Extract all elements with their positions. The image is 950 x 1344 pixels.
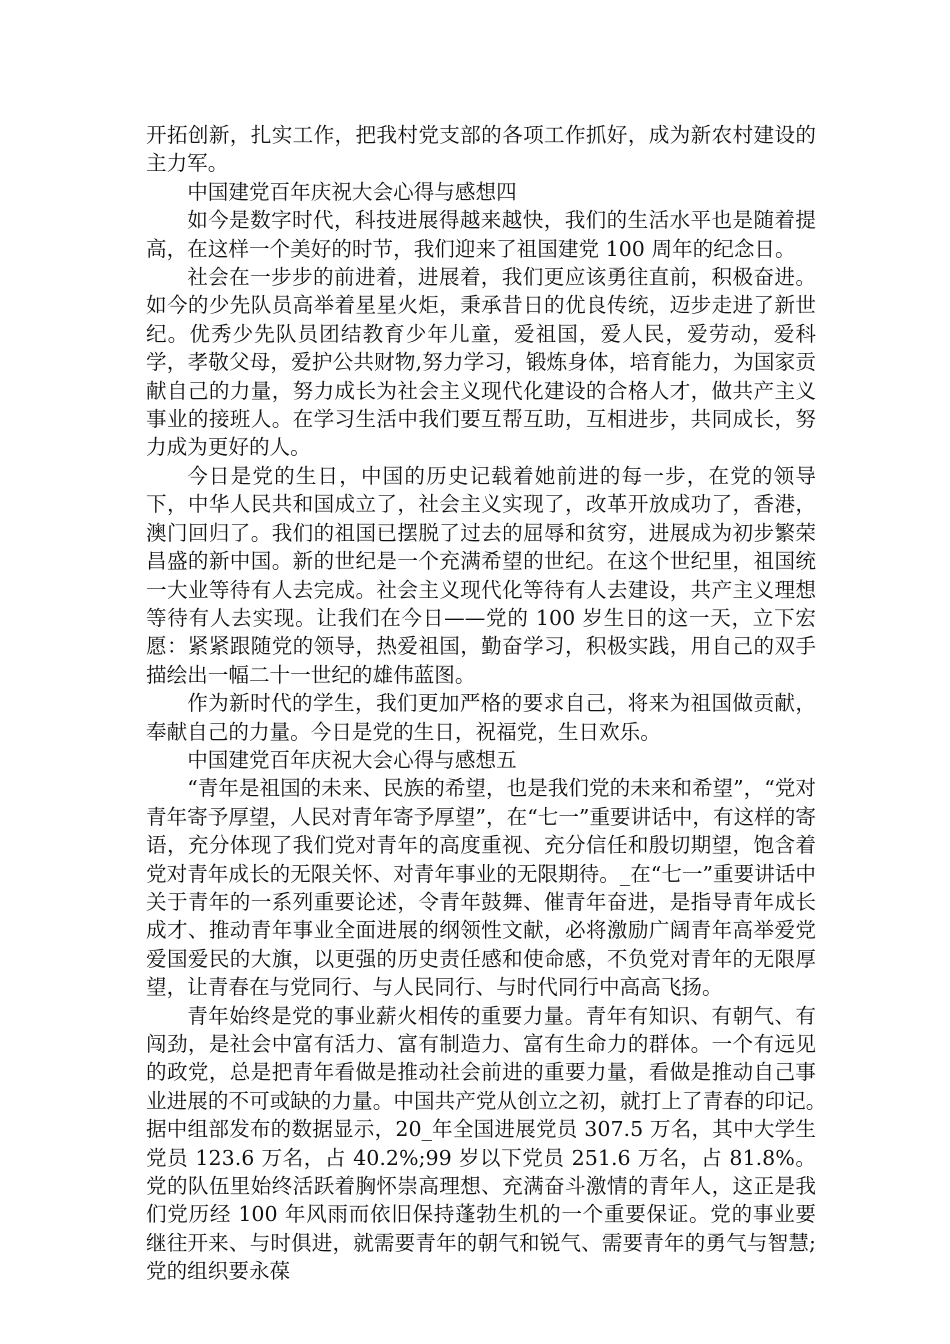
- paragraph: 今日是党的生日，中国的历史记载着她前进的每一步，在党的领导下，中华人民共和国成立了，社会主义实现了，改革开放成功了，香港，澳门回归了。我们的祖国已摆脱了过去的屈辱和贫穷，进展成为初步繁荣昌盛的新中国。新的世纪是一个充满希望的世纪。在这个世纪里，祖国统一大业等待有人去完成。社会主义现代化等待有人去建设，共产主义理想等待有人去实现。让我们在今日——党的 100 岁生日的这一天，立下宏愿：紧紧跟随党的领导，热爱祖国，勤奋学习，积极实践，用自己的双手描绘出一幅二十一世纪的雄伟蓝图。: [146, 463, 816, 687]
- document-body: [146, 121, 858, 1286]
- section-heading: 中国建党百年庆祝大会心得与感想五: [187, 747, 517, 772]
- paragraph: 如今是数字时代，科技进展得越来越快，我们的生活水平也是随着提高，在这样一个美好的时节，我们迎来了祖国建党 100 周年的纪念日。: [146, 208, 816, 261]
- paragraph: 青年始终是党的事业薪火相传的重要力量。青年有知识、有朝气、有闯劲，是社会中富有活力、富有制造力、富有生命力的群体。一个有远见的政党，总是把青年看做是推动社会前进的重要力量，看做是推动自己事业进展的不可或缺的力量。中国共产党从创立之初，就打上了青春的印记。 据中组部发布的数据显示，20_年全国进展党员 307.5 万名，其中大学生党员 123.6 万名，占 40.2%;99 岁以下党员 251.6 万名，占 81.8%。党的队伍里始终活跃着胸怀崇高理想、充满奋斗激情的青年人，这正是我们党历经 100 年风雨而依旧保持蓬勃生机的一个重要保证。党的事业要继往开来、与时俱进，就需要青年的朝气和锐气、需要青年的勇气与智慧;党的组织要永葆: [146, 1003, 858, 1284]
- paragraph: “青年是祖国的未来、民族的希望，也是我们党的未来和希望”，“党对青年寄予厚望，人民对青年寄予厚望”，在“七一”重要讲话中，有这样的寄语，充分体现了我们党对青年的高度重视、充分信任和殷切期望，饱含着党对青年成长的无限关怀、对青年事业的无限期待。_在“七一”重要讲话中关于青年的一系列重要论述，令青年鼓舞、催青年奋进，是指导青年成长成才、推动青年事业全面进展的纲领性文献，必将激励广阔青年高举爱党爱国爱民的大旗，以更强的历史责任感和使命感，不负党对青年的无限厚望，让青春在与党同行、与人民同行、与时代同行中高高飞扬。: [146, 776, 816, 1000]
- paragraph: 开拓创新，扎实工作，把我村党支部的各项工作抓好，成为新农村建设的主力军。: [146, 123, 816, 176]
- paragraph: 社会在一步步的前进着，进展着，我们更应该勇往直前，积极奋进。如今的少先队员高举着星星火炬，秉承昔日的优良传统，迈步走进了新世纪。优秀少先队员团结教育少年儿童，爱祖国，爱人民，爱劳动，爱科学，孝敬父母，爱护公共财物,努力学习，锻炼身体，培育能力，为国家贡献自己的力量，努力成长为社会主义现代化建设的合格人才，做共产主义事业的接班人。在学习生活中我们要互帮互助，互相进步，共同成长，努力成为更好的人。: [146, 265, 816, 460]
- section-heading: 中国建党百年庆祝大会心得与感想四: [187, 179, 517, 204]
- paragraph: 作为新时代的学生，我们更加严格的要求自己，将来为祖国做贡献，奉献自己的力量。今日是党的生日，祝福党，生日欢乐。: [146, 691, 816, 744]
